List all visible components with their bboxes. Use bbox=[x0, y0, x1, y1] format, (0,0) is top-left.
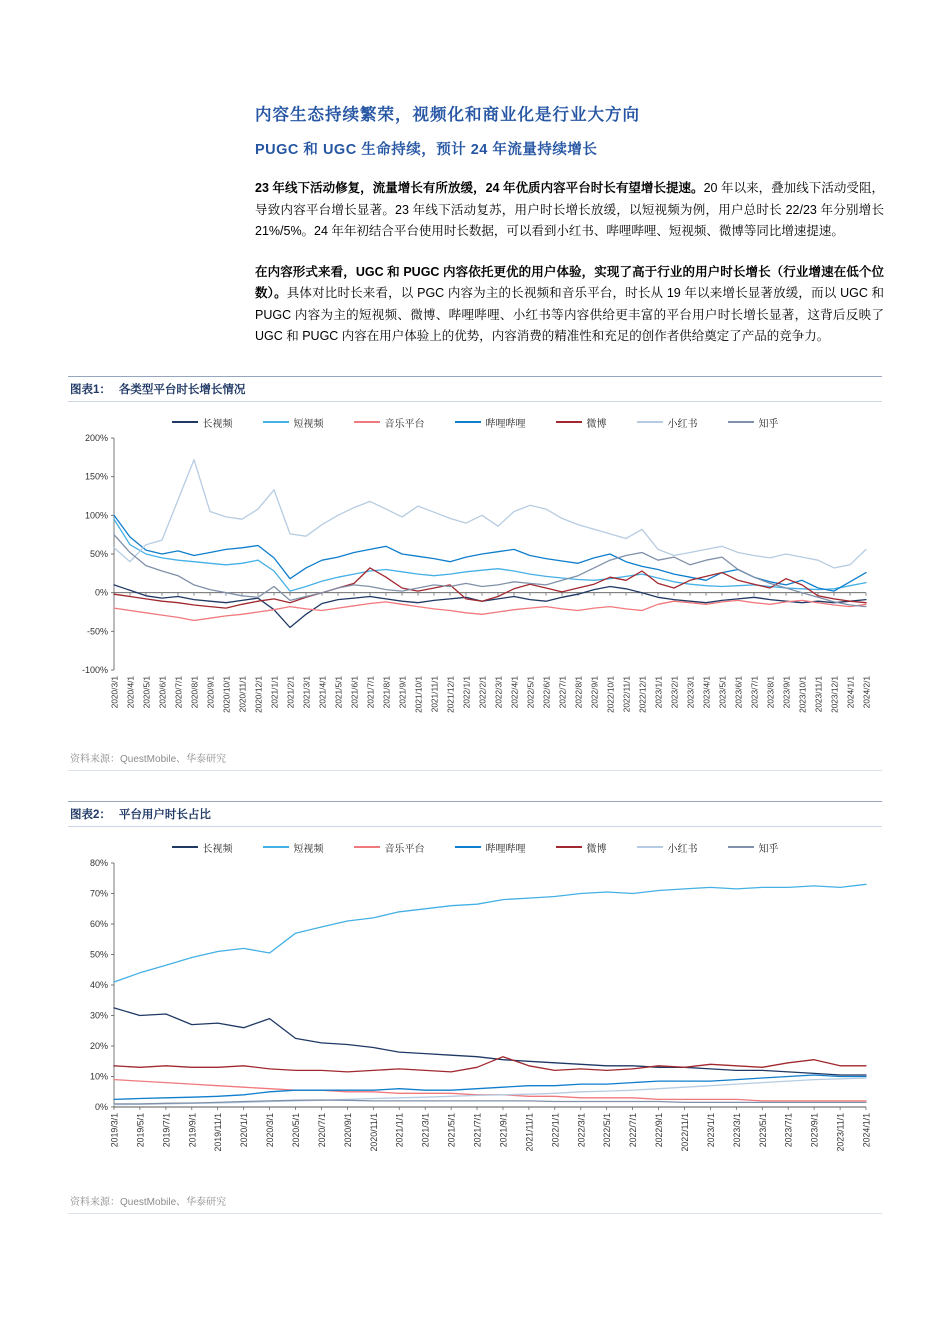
legend-marker bbox=[455, 421, 481, 423]
svg-text:2023/2/1: 2023/2/1 bbox=[669, 675, 680, 708]
svg-text:2019/3/1: 2019/3/1 bbox=[109, 1112, 120, 1147]
svg-text:2021/6/1: 2021/6/1 bbox=[349, 675, 360, 708]
legend-label: 音乐平台 bbox=[384, 418, 425, 430]
svg-text:2023/5/1: 2023/5/1 bbox=[757, 1112, 768, 1147]
svg-text:2020/3/1: 2020/3/1 bbox=[109, 675, 120, 708]
svg-text:2020/5/1: 2020/5/1 bbox=[141, 675, 152, 708]
svg-text:2023/1/1: 2023/1/1 bbox=[653, 675, 664, 708]
svg-text:2022/4/1: 2022/4/1 bbox=[509, 675, 520, 708]
legend-item bbox=[354, 415, 425, 430]
svg-text:2019/7/1: 2019/7/1 bbox=[161, 1112, 172, 1147]
legend-label: 哔哩哔哩 bbox=[485, 418, 526, 430]
svg-text:50%: 50% bbox=[89, 949, 108, 959]
svg-text:0%: 0% bbox=[94, 587, 108, 598]
figure-1-chart-area bbox=[68, 402, 882, 744]
legend-label: 知乎 bbox=[758, 418, 779, 430]
svg-text:2021/9/1: 2021/9/1 bbox=[397, 675, 408, 708]
svg-text:2021/5/1: 2021/5/1 bbox=[446, 1112, 457, 1147]
legend-marker bbox=[172, 421, 198, 423]
legend-marker bbox=[354, 421, 380, 423]
legend-item bbox=[455, 415, 526, 430]
svg-text:2019/9/1: 2019/9/1 bbox=[187, 1112, 198, 1147]
svg-text:2022/11/1: 2022/11/1 bbox=[621, 675, 632, 712]
svg-text:60%: 60% bbox=[89, 918, 108, 929]
svg-text:2022/3/1: 2022/3/1 bbox=[493, 675, 504, 708]
svg-text:2022/12/1: 2022/12/1 bbox=[637, 675, 648, 713]
legend-item bbox=[556, 415, 607, 430]
legend-label: 知乎 bbox=[758, 843, 779, 855]
svg-text:2024/2/1: 2024/2/1 bbox=[861, 675, 872, 708]
svg-text:2024/1/1: 2024/1/1 bbox=[861, 1112, 872, 1147]
svg-text:2022/5/1: 2022/5/1 bbox=[525, 675, 536, 708]
svg-text:50%: 50% bbox=[89, 548, 108, 559]
svg-text:2022/10/1: 2022/10/1 bbox=[605, 675, 616, 713]
legend-item bbox=[172, 840, 233, 855]
svg-text:2022/2/1: 2022/2/1 bbox=[477, 675, 488, 708]
figure-2-label: 图表2： bbox=[70, 808, 111, 821]
svg-text:2022/5/1: 2022/5/1 bbox=[602, 1112, 613, 1147]
svg-text:2023/3/1: 2023/3/1 bbox=[685, 675, 696, 708]
svg-text:2020/12/1: 2020/12/1 bbox=[253, 675, 264, 713]
line-chart-growth bbox=[68, 432, 882, 744]
svg-text:20%: 20% bbox=[89, 1040, 108, 1051]
svg-text:2022/3/1: 2022/3/1 bbox=[576, 1112, 587, 1147]
legend-item bbox=[263, 415, 324, 430]
svg-text:10%: 10% bbox=[89, 1071, 108, 1081]
svg-text:2021/5/1: 2021/5/1 bbox=[333, 675, 344, 708]
svg-text:2021/3/1: 2021/3/1 bbox=[420, 1112, 431, 1147]
svg-text:2019/5/1: 2019/5/1 bbox=[135, 1112, 146, 1147]
figure-2-title: 平台用户时长占比 bbox=[118, 808, 211, 821]
subsection-title: PUGC 和 UGC 生命持续，预计 24 年流量持续增长 bbox=[255, 142, 598, 158]
svg-text:2020/11/1: 2020/11/1 bbox=[237, 675, 248, 712]
svg-text:2023/4/1: 2023/4/1 bbox=[701, 675, 712, 708]
svg-text:2021/10/1: 2021/10/1 bbox=[413, 675, 424, 713]
svg-text:2021/7/1: 2021/7/1 bbox=[365, 675, 376, 708]
svg-text:2021/8/1: 2021/8/1 bbox=[381, 675, 392, 708]
svg-text:2022/9/1: 2022/9/1 bbox=[654, 1112, 665, 1147]
figure-1-caption bbox=[68, 376, 882, 402]
svg-text:2020/6/1: 2020/6/1 bbox=[157, 675, 168, 708]
legend-label: 微博 bbox=[586, 418, 607, 430]
figure-2-caption bbox=[68, 801, 882, 827]
legend-marker bbox=[728, 421, 754, 423]
legend-marker bbox=[556, 846, 582, 848]
svg-text:2020/7/1: 2020/7/1 bbox=[316, 1112, 327, 1147]
svg-text:2020/1/1: 2020/1/1 bbox=[239, 1112, 250, 1147]
legend-item bbox=[637, 415, 698, 430]
figure-1-source: 资料来源：QuestMobile、华泰研究 bbox=[68, 744, 882, 771]
paragraph-2-lead: 在内容形式来看，UGC 和 PUGC 内容依托更优的用户体验，实现了高于行业的用户时长增长（行业增速在低个位数）。 bbox=[255, 264, 884, 300]
svg-text:2022/1/1: 2022/1/1 bbox=[550, 1112, 561, 1147]
legend-item bbox=[172, 415, 233, 430]
svg-text:200%: 200% bbox=[84, 432, 108, 443]
svg-text:2021/12/1: 2021/12/1 bbox=[445, 675, 456, 713]
svg-text:2023/11/1: 2023/11/1 bbox=[813, 675, 824, 712]
svg-text:2021/11/1: 2021/11/1 bbox=[524, 1112, 535, 1151]
figure-1 bbox=[68, 376, 882, 771]
legend-marker bbox=[354, 846, 380, 848]
legend-marker bbox=[728, 846, 754, 848]
svg-text:2023/5/1: 2023/5/1 bbox=[717, 675, 728, 708]
svg-text:2020/7/1: 2020/7/1 bbox=[173, 675, 184, 708]
line-chart-share bbox=[68, 857, 882, 1187]
legend-item bbox=[556, 840, 607, 855]
legend-marker bbox=[637, 846, 663, 848]
svg-text:2021/1/1: 2021/1/1 bbox=[269, 675, 280, 708]
paragraph-1-lead: 23 年线下活动修复，流量增长有所放缓，24 年优质内容平台时长有望增长提速。 bbox=[255, 181, 704, 195]
svg-text:2021/3/1: 2021/3/1 bbox=[301, 675, 312, 708]
svg-text:2023/9/1: 2023/9/1 bbox=[809, 1112, 820, 1147]
svg-text:30%: 30% bbox=[89, 1010, 108, 1020]
legend-marker bbox=[556, 421, 582, 423]
svg-text:2023/6/1: 2023/6/1 bbox=[733, 675, 744, 708]
svg-text:2021/7/1: 2021/7/1 bbox=[472, 1112, 483, 1147]
svg-text:2020/9/1: 2020/9/1 bbox=[342, 1112, 353, 1147]
svg-text:40%: 40% bbox=[89, 979, 108, 990]
legend-label: 长视频 bbox=[202, 418, 233, 430]
svg-text:0%: 0% bbox=[94, 1101, 108, 1112]
svg-text:80%: 80% bbox=[89, 857, 108, 868]
svg-text:2020/11/1: 2020/11/1 bbox=[368, 1112, 379, 1151]
legend-label: 长视频 bbox=[202, 843, 233, 855]
svg-text:2023/3/1: 2023/3/1 bbox=[731, 1112, 742, 1147]
legend-marker bbox=[172, 846, 198, 848]
svg-text:2023/7/1: 2023/7/1 bbox=[783, 1112, 794, 1147]
paragraph-2 bbox=[255, 262, 884, 348]
legend-label: 小红书 bbox=[667, 843, 698, 855]
svg-text:2021/1/1: 2021/1/1 bbox=[394, 1112, 405, 1147]
legend-marker bbox=[263, 421, 289, 423]
legend-marker bbox=[455, 846, 481, 848]
svg-text:2023/7/1: 2023/7/1 bbox=[749, 675, 760, 708]
paragraph-1 bbox=[255, 178, 884, 243]
svg-text:2023/10/1: 2023/10/1 bbox=[797, 675, 808, 713]
chart-1-legend bbox=[68, 406, 882, 432]
paragraph-2-text: 具体对比时长来看，以 PGC 内容为主的长视频和音乐平台，时长从 19 年以来增长显著放缓，而以 UGC 和 PUGC 内容为主的短视频、微博、哔哩哔哩、小红书等内容供给更丰富的平台用户时长增长显著，这背后反映了 UGC 和 PUGC 内容在用户体验上的优势，内容消费的精准性和充足的创作者供给奠定了产品的竞争力。 bbox=[255, 286, 884, 343]
svg-text:2022/8/1: 2022/8/1 bbox=[573, 675, 584, 708]
svg-text:-50%: -50% bbox=[86, 625, 108, 636]
legend-item bbox=[354, 840, 425, 855]
legend-item bbox=[637, 840, 698, 855]
svg-text:2021/4/1: 2021/4/1 bbox=[317, 675, 328, 708]
text-column bbox=[255, 0, 884, 348]
legend-item bbox=[263, 840, 324, 855]
figure-2-chart-area bbox=[68, 827, 882, 1187]
svg-text:2022/1/1: 2022/1/1 bbox=[461, 675, 472, 708]
legend-label: 短视频 bbox=[293, 418, 324, 430]
svg-text:2020/10/1: 2020/10/1 bbox=[221, 675, 232, 713]
legend-item bbox=[728, 415, 779, 430]
svg-text:2022/7/1: 2022/7/1 bbox=[557, 675, 568, 708]
svg-text:2023/9/1: 2023/9/1 bbox=[781, 675, 792, 708]
svg-text:2020/5/1: 2020/5/1 bbox=[291, 1112, 301, 1147]
svg-text:2022/7/1: 2022/7/1 bbox=[628, 1112, 639, 1147]
figure-2-source: 资料来源：QuestMobile、华泰研究 bbox=[68, 1187, 882, 1214]
legend-item bbox=[728, 840, 779, 855]
section-title: 内容生态持续繁荣，视频化和商业化是行业大方向 bbox=[255, 106, 640, 124]
svg-text:2021/2/1: 2021/2/1 bbox=[285, 675, 296, 708]
svg-text:2020/9/1: 2020/9/1 bbox=[205, 675, 216, 708]
figure-1-label: 图表1： bbox=[70, 383, 111, 396]
svg-text:2022/11/1: 2022/11/1 bbox=[680, 1112, 690, 1151]
svg-text:100%: 100% bbox=[84, 509, 108, 520]
legend-marker bbox=[637, 421, 663, 423]
svg-text:2020/3/1: 2020/3/1 bbox=[265, 1112, 276, 1147]
svg-text:2020/8/1: 2020/8/1 bbox=[189, 675, 200, 708]
legend-item bbox=[455, 840, 526, 855]
legend-label: 哔哩哔哩 bbox=[485, 843, 526, 855]
svg-text:2022/6/1: 2022/6/1 bbox=[541, 675, 552, 708]
legend-label: 音乐平台 bbox=[384, 843, 425, 855]
svg-text:2022/9/1: 2022/9/1 bbox=[589, 675, 600, 708]
svg-text:70%: 70% bbox=[89, 888, 108, 898]
legend-label: 短视频 bbox=[293, 843, 324, 855]
svg-text:2023/1/1: 2023/1/1 bbox=[705, 1112, 716, 1147]
svg-text:2024/1/1: 2024/1/1 bbox=[845, 675, 856, 708]
figure-1-title: 各类型平台时长增长情况 bbox=[118, 383, 246, 396]
legend-label: 微博 bbox=[586, 843, 607, 855]
svg-text:2021/11/1: 2021/11/1 bbox=[429, 675, 440, 712]
paragraph-1-text: 20 年以来，叠加线下活动受阻，导致内容平台增长显著。23 年线下活动复苏，用户时长增长放缓，以短视频为例，用户总时长 22/23 年分别增长 21%/5%。24 年年初结合平台使用时长数据，可以看到小红书、哔哩哔哩、短视频、微博等同比增速提速。 bbox=[255, 181, 884, 238]
svg-text:2023/11/1: 2023/11/1 bbox=[835, 1112, 846, 1151]
svg-text:2023/12/1: 2023/12/1 bbox=[829, 675, 840, 713]
svg-text:2023/8/1: 2023/8/1 bbox=[765, 675, 776, 708]
svg-text:2020/4/1: 2020/4/1 bbox=[125, 675, 136, 708]
svg-text:2021/9/1: 2021/9/1 bbox=[498, 1112, 509, 1147]
figure-2 bbox=[68, 801, 882, 1214]
svg-text:150%: 150% bbox=[84, 471, 108, 482]
chart-2-legend bbox=[68, 831, 882, 857]
legend-label: 小红书 bbox=[667, 418, 698, 430]
legend-marker bbox=[263, 846, 289, 848]
svg-text:2019/11/1: 2019/11/1 bbox=[213, 1112, 224, 1151]
svg-text:-100%: -100% bbox=[81, 664, 108, 675]
